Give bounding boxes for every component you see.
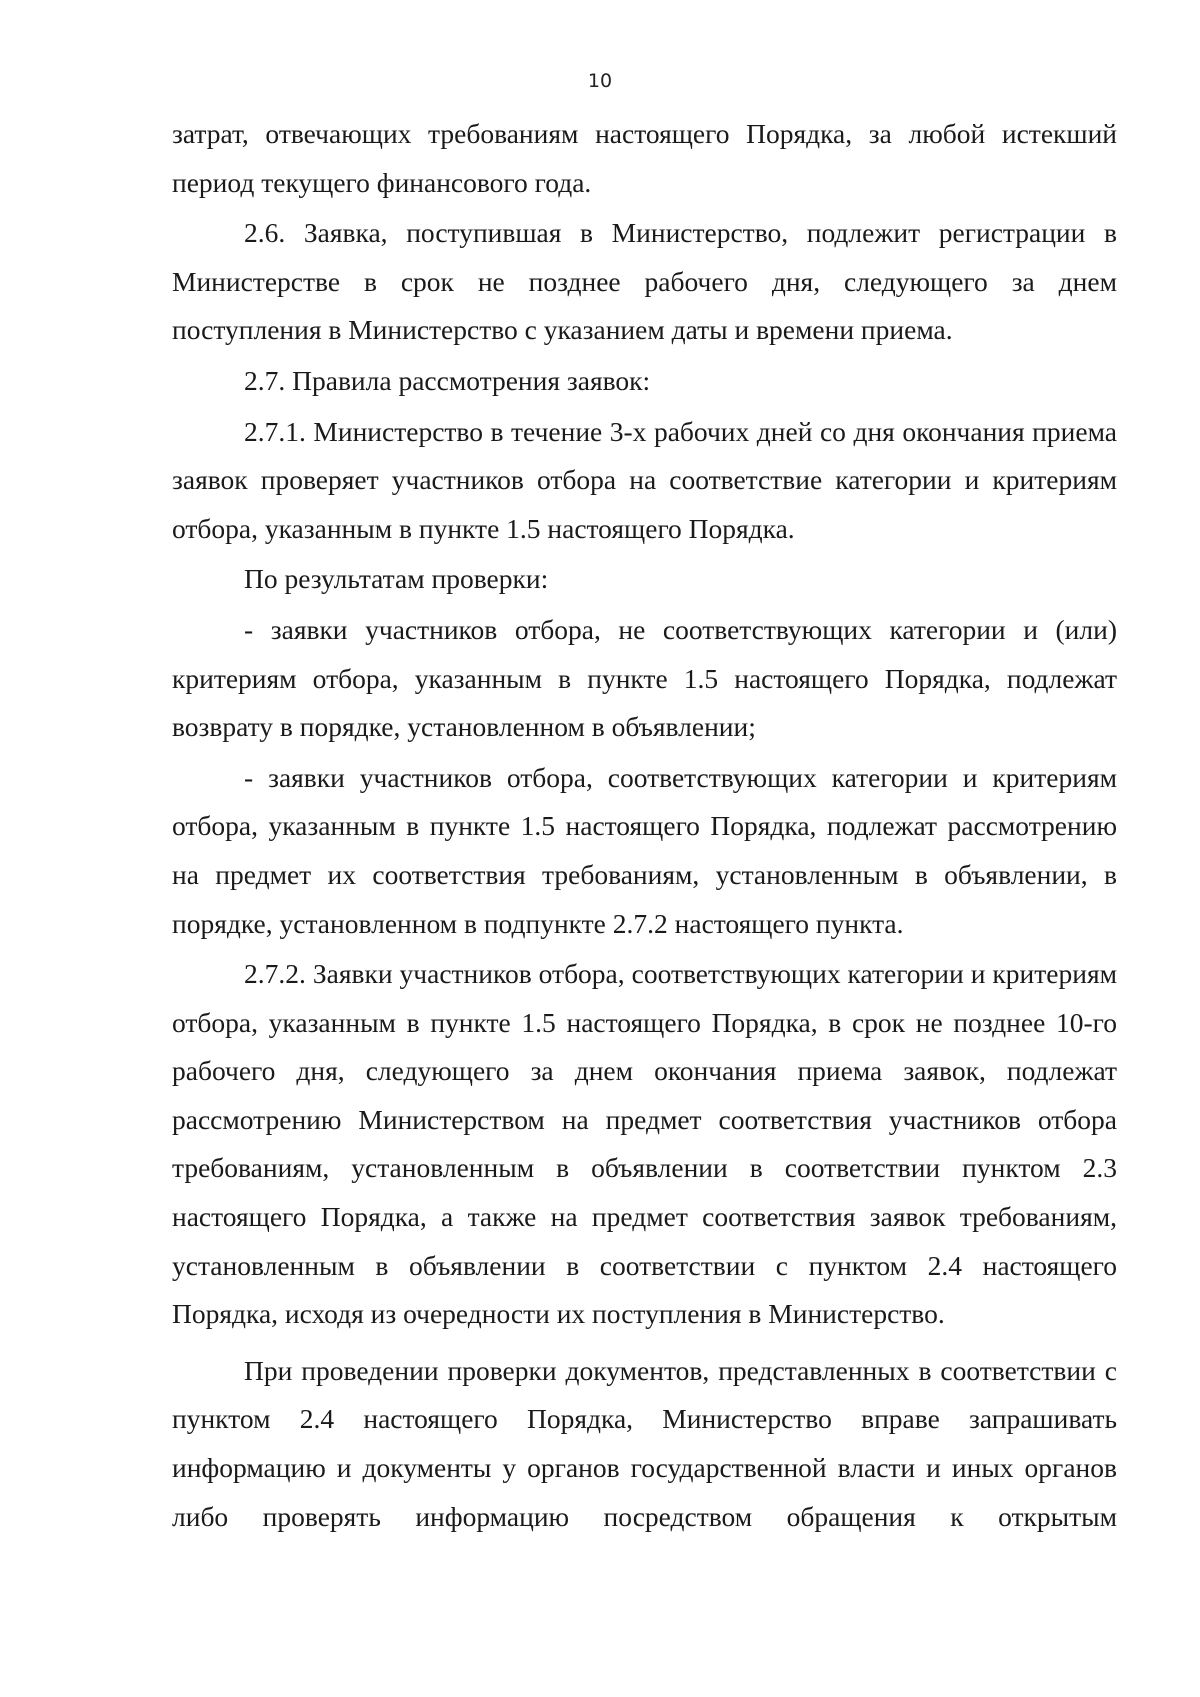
list-item-returned-applications: - заявки участников отбора, не соответствующих категории и (или) критериям отбора, указанным в пункте 1.5 настоящего Порядка, подлежат возврату в порядке, установленном в объявлении; (172, 613, 1117, 743)
document-body (172, 110, 1117, 1541)
paragraph-2-7-2: 2.7.2. Заявки участников отбора, соответствующих категории и критериям отбора, указанным в пункте 1.5 настоящего Порядка, в срок не позднее 10-го рабочего дня, следующего за днем окончания приема заявок, подлежат рассмотрению Министерством на предмет соответствия участников отбора требованиям, установленным в объявлении в соответствии пунктом 2.3 настоящего Порядка, а также на предмет соответствия заявок требованиям, установленным в объявлении в соответствии с пунктом 2.4 настоящего Порядка, исходя из очередности их поступления в Министерство. (172, 958, 1117, 1330)
paragraph-2-7-1: 2.7.1. Министерство в течение 3-х рабочих дней со дня окончания приема заявок проверяет участников отбора на соответствие категории и критериям отбора, указанным в пункте 1.5 настоящего Порядка. (172, 415, 1117, 544)
paragraph-2-7: 2.7. Правила рассмотрения заявок: (244, 364, 651, 396)
list-item-reviewed-applications: - заявки участников отбора, соответствующих категории и критериям отбора, указанным в пункте 1.5 настоящего Порядка, подлежат рассмотрению на предмет их соответствия требованиям, установленным в объявлении, в порядке, установленном в подпункте 2.7.2 настоящего пункта. (172, 761, 1117, 939)
paragraph-continuation: затрат, отвечающих требованиям настоящего Порядка, за любой истекший период текущего финансового года. (172, 118, 1117, 198)
paragraph-document-check: При проведении проверки документов, представленных в соответствии с пунктом 2.4 настоящего Порядка, Министерство вправе запрашивать информацию и документы у органов государственной власти и иных органов либо проверять информацию посредством обращения к открытым (172, 1354, 1117, 1532)
page-number: 10 (587, 70, 613, 92)
paragraph-2-6: 2.6. Заявка, поступившая в Министерство, подлежит регистрации в Министерстве в срок не позднее рабочего дня, следующего за днем поступления в Министерство с указанием даты и времени приема. (172, 217, 1117, 346)
paragraph-check-results: По результатам проверки: (244, 563, 549, 595)
